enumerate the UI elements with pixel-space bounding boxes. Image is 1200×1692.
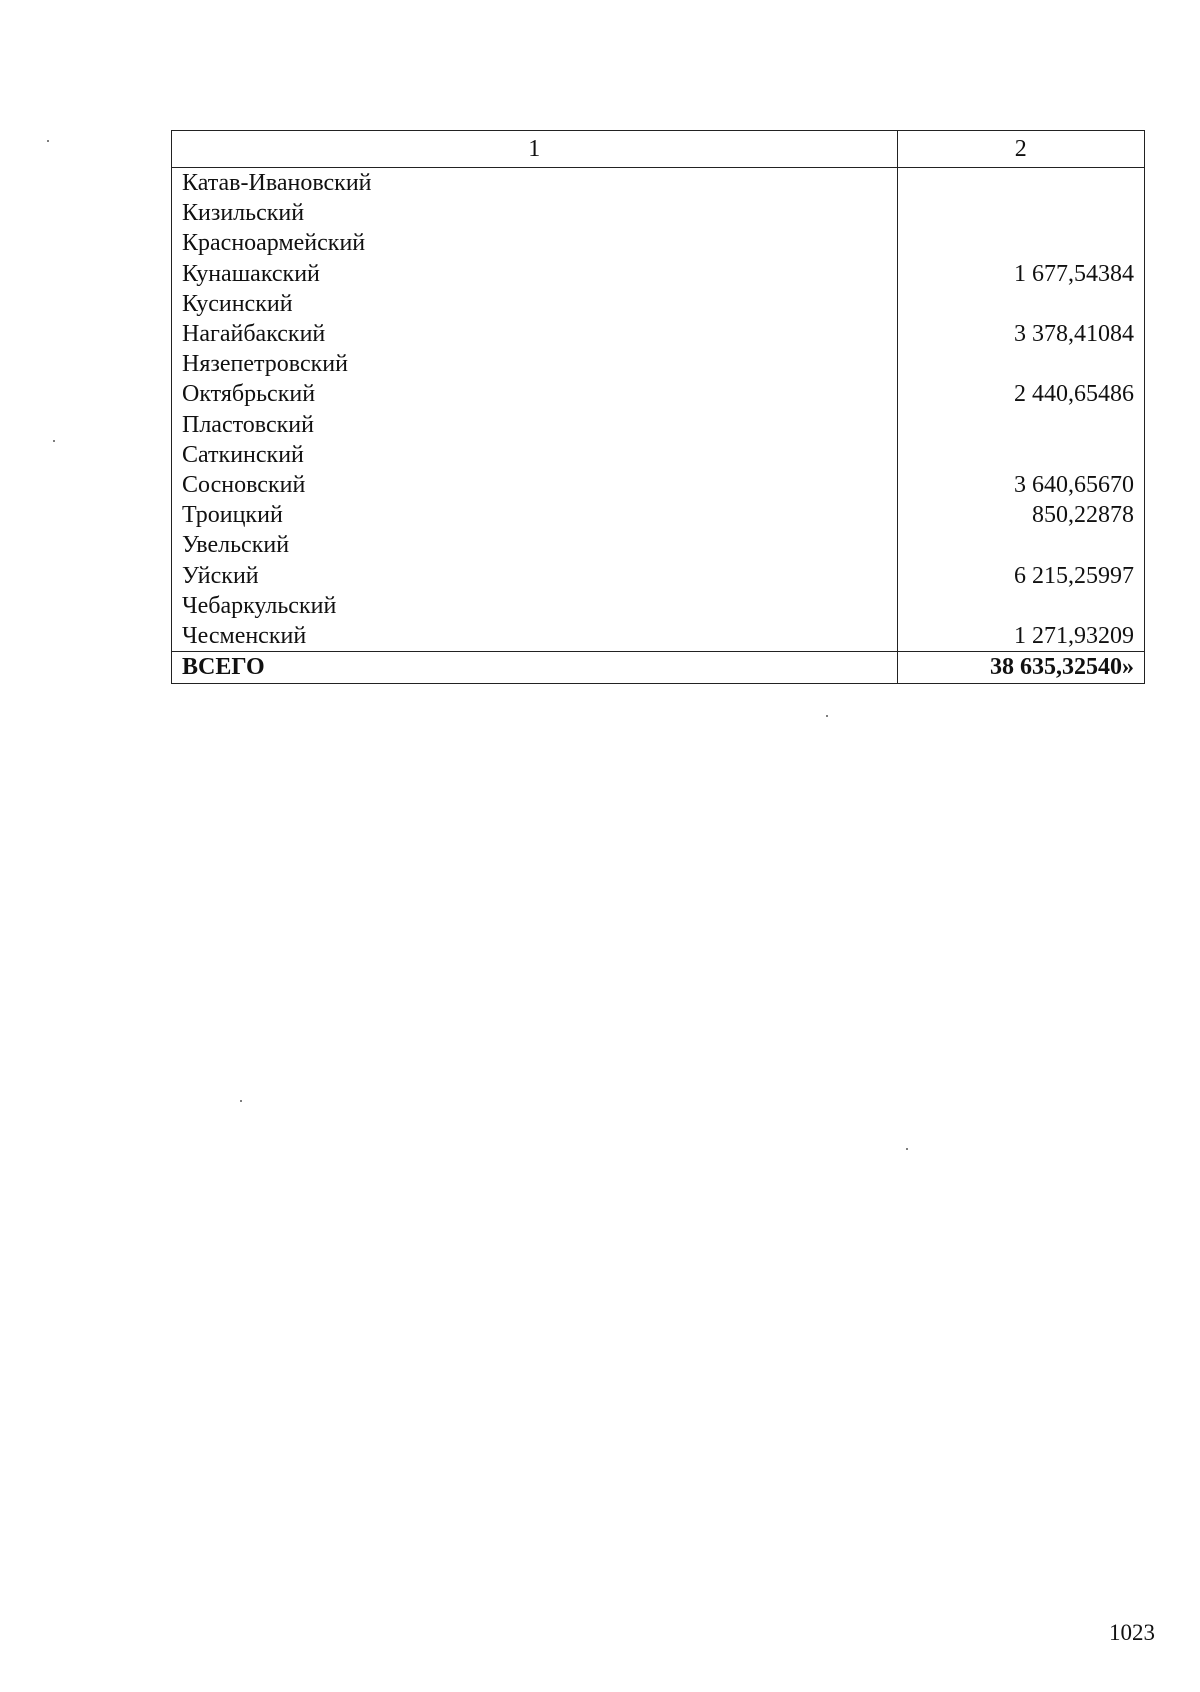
district-name: Нязепетровский <box>172 349 898 379</box>
district-value <box>897 530 1144 560</box>
districts-table <box>171 130 1145 684</box>
table-row <box>172 259 1145 289</box>
district-name: Кизильский <box>172 198 898 228</box>
scan-speck <box>826 715 828 717</box>
district-name: Нагайбакский <box>172 319 898 349</box>
district-name: Увельский <box>172 530 898 560</box>
district-value: 3 640,65670 <box>897 470 1144 500</box>
scan-speck <box>906 1148 908 1150</box>
table-header <box>172 131 1145 168</box>
district-value: 3 378,41084 <box>897 319 1144 349</box>
table-row <box>172 198 1145 228</box>
table-row <box>172 410 1145 440</box>
table-row <box>172 168 1145 199</box>
table-footer <box>172 652 1145 684</box>
total-row <box>172 652 1145 684</box>
district-name: Троицкий <box>172 500 898 530</box>
table-body <box>172 168 1145 652</box>
district-value <box>897 168 1144 199</box>
district-name: Октябрьский <box>172 379 898 409</box>
district-value <box>897 349 1144 379</box>
district-name: Саткинский <box>172 440 898 470</box>
table-row <box>172 530 1145 560</box>
table-row <box>172 470 1145 500</box>
table-row <box>172 440 1145 470</box>
district-value: 6 215,25997 <box>897 561 1144 591</box>
district-name: Красноармейский <box>172 228 898 258</box>
district-value <box>897 228 1144 258</box>
district-value: 1 271,93209 <box>897 621 1144 652</box>
district-name: Уйский <box>172 561 898 591</box>
table-header-row <box>172 131 1145 168</box>
table-row <box>172 289 1145 319</box>
district-name: Кунашакский <box>172 259 898 289</box>
table-row <box>172 228 1145 258</box>
district-name: Чебаркульский <box>172 591 898 621</box>
district-value: 850,22878 <box>897 500 1144 530</box>
district-value <box>897 410 1144 440</box>
scan-speck <box>240 1100 242 1102</box>
scan-speck <box>47 140 49 142</box>
table-row <box>172 561 1145 591</box>
total-value: 38 635,32540» <box>897 652 1144 684</box>
district-name: Сосновский <box>172 470 898 500</box>
column-header-1: 1 <box>172 131 898 168</box>
district-value: 1 677,54384 <box>897 259 1144 289</box>
table-row <box>172 379 1145 409</box>
district-value <box>897 591 1144 621</box>
district-name: Кусинский <box>172 289 898 319</box>
table-row <box>172 319 1145 349</box>
district-value: 2 440,65486 <box>897 379 1144 409</box>
table-row <box>172 621 1145 652</box>
table-row <box>172 591 1145 621</box>
district-name: Пластовский <box>172 410 898 440</box>
table-row <box>172 349 1145 379</box>
district-name: Чесменский <box>172 621 898 652</box>
district-value <box>897 440 1144 470</box>
district-value <box>897 198 1144 228</box>
column-header-2: 2 <box>897 131 1144 168</box>
page-number: 1023 <box>1109 1620 1155 1645</box>
table-row <box>172 500 1145 530</box>
district-name: Катав-Ивановский <box>172 168 898 199</box>
scan-speck <box>53 440 55 442</box>
district-value <box>897 289 1144 319</box>
total-label: ВСЕГО <box>172 652 898 684</box>
